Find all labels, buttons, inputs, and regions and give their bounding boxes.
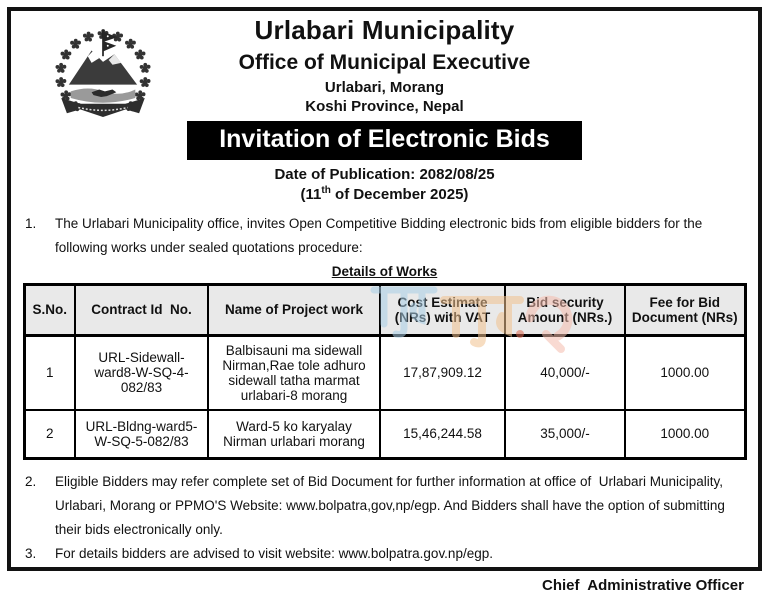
works-table	[23, 283, 747, 460]
location-line: Urlabari, Morang	[324, 79, 445, 96]
col-header-bid-fee: Fee for Bid Document (NRs)	[625, 284, 745, 335]
table-row	[24, 335, 745, 410]
cell-cost-estimate: 17,87,909.12	[380, 335, 505, 410]
cell-cost-estimate: 15,46,244.58	[380, 410, 505, 459]
table-title: Details of Works	[331, 263, 438, 279]
col-header-project-name: Name of Project work	[208, 284, 380, 335]
invitation-banner: Invitation of Electronic Bids	[187, 121, 582, 160]
paragraph-text: The Urlabari Municipality office, invites Open Competitive Bidding electronic bids from eligible bidders for the following works under sealed quotations procedure:	[55, 216, 707, 256]
document-content	[13, 11, 756, 594]
banner-row	[13, 121, 756, 160]
signature-line: Chief Administrative Officer	[542, 576, 744, 594]
col-header-bid-security: Bid security Amount (NRs.)	[505, 284, 625, 335]
table-row	[24, 410, 745, 459]
date-prefix: (11	[300, 186, 322, 203]
table-header-row	[24, 284, 745, 335]
list-number: 2.	[25, 473, 37, 489]
province-line: Koshi Province, Nepal	[305, 98, 464, 115]
cell-bid-fee: 1000.00	[625, 410, 745, 459]
paragraph-text: Eligible Bidders may refer complete set of Bid Document for further information at office of Urlabari Municipality, Urlabari, Morang or PPMO'S Website: www.bolpatra,gov,np/egp. And Bidders shall have the option of submitting their bids electronically only.	[55, 473, 729, 538]
paragraph-text: For details bidders are advised to visit website: www.bolpatra.gov.np/egp.	[55, 546, 493, 562]
cell-contract-id: URL-Sidewall-ward8-W-SQ-4-082/83	[75, 335, 208, 410]
col-header-cost-estimate: Cost Estimate (NRs) with VAT	[380, 284, 505, 335]
cell-project-name: Balbisauni ma sidewall Nirman,Rae tole adhuro sidewall tatha marmat urlabari-8 morang	[208, 335, 380, 410]
paragraph-1	[25, 212, 744, 261]
publication-date-english	[13, 185, 756, 203]
office-subtitle: Office of Municipal Executive	[238, 51, 531, 74]
cell-contract-id: URL-Bldng-ward5-W-SQ-5-082/83	[75, 410, 208, 459]
cell-bid-security: 35,000/-	[505, 410, 625, 459]
cell-project-name: Ward-5 ko karyalay Nirman urlabari morang	[208, 410, 380, 459]
col-header-sno: S.No.	[24, 284, 75, 335]
publication-date-line: Date of Publication: 2082/08/25	[274, 166, 495, 183]
page-title: Urlabari Municipality	[254, 15, 515, 45]
cell-sno: 2	[24, 410, 75, 459]
cell-bid-security: 40,000/-	[505, 335, 625, 410]
ordinal-suffix: th	[321, 185, 331, 196]
cell-bid-fee: 1000.00	[625, 335, 745, 410]
cell-sno: 1	[24, 335, 75, 410]
paragraph-2	[25, 470, 744, 543]
date-rest: of December 2025)	[330, 186, 469, 203]
col-header-contract-id: Contract Id No.	[75, 284, 208, 335]
list-number: 3.	[25, 546, 37, 562]
paragraph-3	[25, 542, 744, 566]
list-number: 1.	[25, 216, 37, 231]
